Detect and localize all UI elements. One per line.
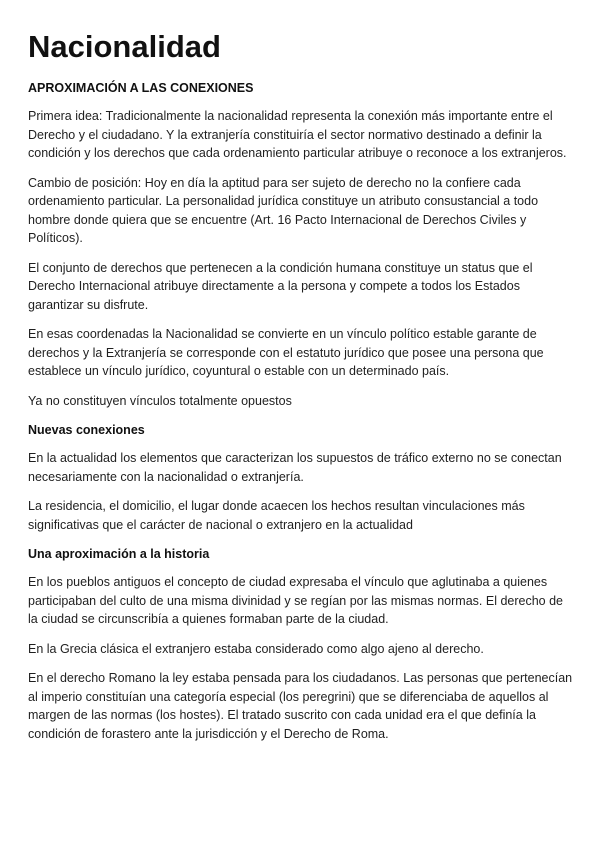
- paragraph: En el derecho Romano la ley estaba pensada para los ciudadanos. Las personas que pertenecían al imperio constituían una categoría especial (los peregrini) que se diferenciaba de aquellos al margen de las normas (los hostes). El tratado suscrito con cada unidad era el que definía la condición de forastero ante la jurisdicción y el Derecho de Roma.: [28, 671, 573, 741]
- section-heading: APROXIMACIÓN A LAS CONEXIONES: [28, 81, 254, 96]
- paragraph: En la Grecia clásica el extranjero estaba considerado como algo ajeno al derecho.: [28, 641, 484, 656]
- paragraph: Cambio de posición: Hoy en día la aptitud para ser sujeto de derecho no la confiere cada ordenamiento particular. La personalidad jurídica constituye un atributo consustancial a todo hombre donde quiera que se encuentre (Art. 16 Pacto Internacional de Derechos Civiles y Políticos).: [28, 175, 539, 246]
- subheading-nuevas-conexiones: Nuevas conexiones: [28, 423, 145, 438]
- document-page: [28, 28, 574, 754]
- paragraph: En esas coordenadas la Nacionalidad se convierte en un vínculo político estable garante de derechos y la Extranjería se corresponde con el estatuto jurídico que posee una persona que establece un vínculo jurídico, coyuntural o estable con un determinado país.: [28, 327, 544, 379]
- paragraph: La residencia, el domicilio, el lugar donde acaecen los hechos resultan vinculaciones más significativas que el carácter de nacional o extranjero en la actualidad: [28, 499, 525, 532]
- paragraph: En los pueblos antiguos el concepto de ciudad expresaba el vínculo que aglutinaba a quienes participaban del culto de una misma divinidad y se regían por las mismas normas. El derecho de la ciudad se circunscribía a quienes formaban parte de la ciudad.: [28, 575, 563, 627]
- subheading-historia: Una aproximación a la historia: [28, 547, 210, 562]
- paragraph: El conjunto de derechos que pertenecen a la condición humana constituye un status que el Derecho Internacional atribuye directamente a la persona y compete a todos los Estados garantizar su disfrute.: [28, 260, 533, 312]
- page-title: Nacionalidad: [28, 29, 221, 64]
- paragraph: Primera idea: Tradicionalmente la nacionalidad representa la conexión más importante entre el Derecho y el ciudadano. Y la extranjería constituiría el sector normativo destinado a definir la condición y los derechos que cada ordenamiento particular atribuye o reconoce a los extranjeros.: [28, 109, 567, 161]
- paragraph: Ya no constituyen vínculos totalmente opuestos: [28, 393, 292, 408]
- paragraph: En la actualidad los elementos que caracterizan los supuestos de tráfico externo no se conectan necesariamente con la nacionalidad o extranjería.: [28, 451, 562, 484]
